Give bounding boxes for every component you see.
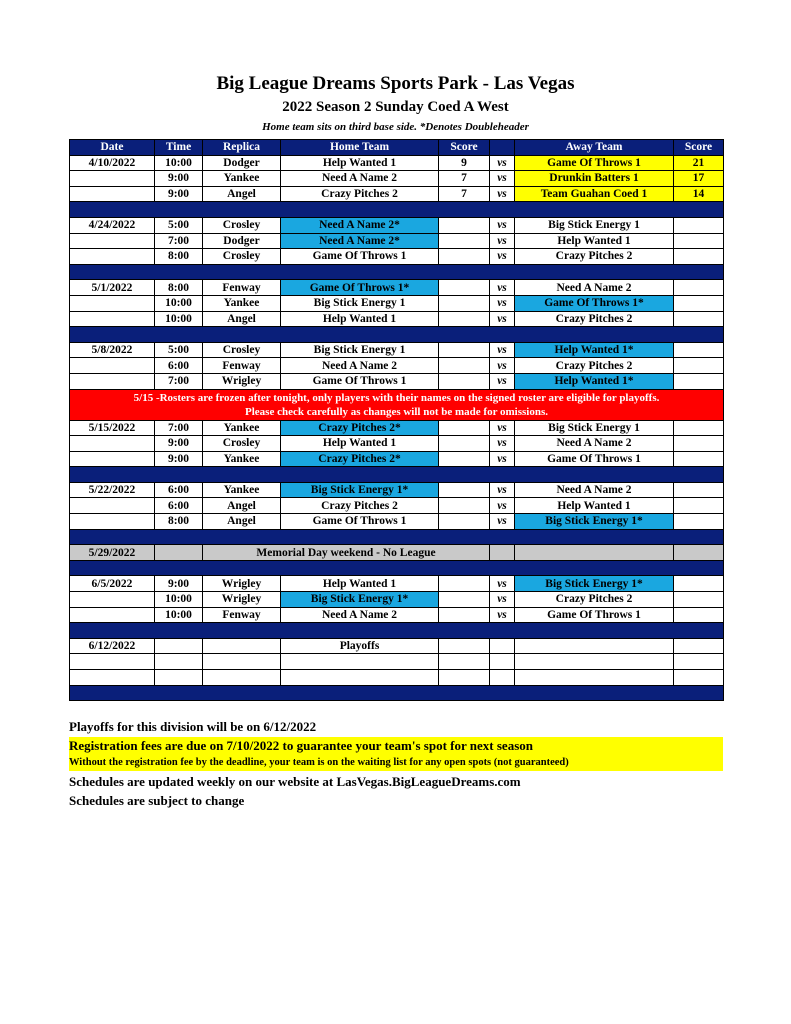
away-score-cell (674, 420, 724, 436)
home-score-cell (439, 233, 490, 249)
date-cell (70, 498, 155, 514)
away-score-cell: 21 (674, 155, 724, 171)
date-cell (70, 233, 155, 249)
time-cell: 10:00 (155, 155, 203, 171)
table-row (70, 186, 724, 202)
vs-cell: vs (490, 311, 515, 327)
date-cell: 5/22/2022 (70, 482, 155, 498)
date-cell (70, 186, 155, 202)
away-score-cell (674, 607, 724, 623)
replica-cell: Crosley (203, 217, 281, 233)
replica-cell: Wrigley (203, 576, 281, 592)
away-team-cell: Team Guahan Coed 1 (515, 186, 674, 202)
home-score-cell: 9 (439, 155, 490, 171)
home-team-cell: Crazy Pitches 2 (281, 186, 439, 202)
time-cell: 6:00 (155, 482, 203, 498)
separator-row (70, 560, 724, 576)
home-team-cell: Playoffs (281, 638, 439, 654)
vs-cell: vs (490, 514, 515, 530)
separator-row (70, 202, 724, 218)
home-score-cell: 7 (439, 186, 490, 202)
away-team-cell: Help Wanted 1 (515, 498, 674, 514)
vs-cell (490, 654, 515, 670)
col-away-score-header: Score (674, 140, 724, 156)
away-team-cell: Crazy Pitches 2 (515, 592, 674, 608)
home-score-cell (439, 514, 490, 530)
away-score-cell (674, 482, 724, 498)
away-team-cell (515, 545, 674, 561)
vs-cell: vs (490, 249, 515, 265)
replica-cell: Crosley (203, 249, 281, 265)
away-score-cell (674, 576, 724, 592)
replica-cell: Angel (203, 311, 281, 327)
table-row (70, 451, 724, 467)
home-score-cell (439, 295, 490, 311)
away-team-cell: Game Of Throws 1 (515, 451, 674, 467)
time-cell: 7:00 (155, 420, 203, 436)
away-score-cell (674, 249, 724, 265)
date-cell (70, 373, 155, 389)
home-team-cell: Help Wanted 1 (281, 155, 439, 171)
table-row (70, 592, 724, 608)
away-team-cell: Crazy Pitches 2 (515, 358, 674, 374)
away-score-cell (674, 311, 724, 327)
replica-cell (203, 638, 281, 654)
date-cell (70, 514, 155, 530)
away-team-cell (515, 638, 674, 654)
separator-row (70, 685, 724, 701)
replica-cell: Angel (203, 186, 281, 202)
time-cell: 9:00 (155, 451, 203, 467)
vs-cell: vs (490, 155, 515, 171)
vs-cell: vs (490, 451, 515, 467)
table-row (70, 654, 724, 670)
table-row (70, 607, 724, 623)
table-row (70, 638, 724, 654)
away-score-cell (674, 498, 724, 514)
date-cell (70, 607, 155, 623)
replica-cell: Wrigley (203, 373, 281, 389)
time-cell (155, 670, 203, 686)
time-cell: 8:00 (155, 249, 203, 265)
home-team-cell: Crazy Pitches 2* (281, 451, 439, 467)
separator-cell (70, 623, 724, 639)
home-score-cell (439, 436, 490, 452)
home-team-cell: Big Stick Energy 1* (281, 482, 439, 498)
website-note: Schedules are updated weekly on our website at LasVegas.BigLeagueDreams.com (69, 774, 521, 789)
table-row (70, 171, 724, 187)
table-row (70, 373, 724, 389)
vs-cell: vs (490, 498, 515, 514)
home-team-cell: Game Of Throws 1 (281, 373, 439, 389)
date-cell: 5/8/2022 (70, 342, 155, 358)
away-score-cell (674, 233, 724, 249)
separator-cell (70, 560, 724, 576)
registration-deadline: Registration fees are due on 7/10/2022 to guarantee your team's spot for next season (69, 738, 533, 753)
date-cell (70, 451, 155, 467)
home-team-cell (281, 654, 439, 670)
home-score-cell (439, 451, 490, 467)
roster-freeze-notice-row (70, 389, 724, 420)
table-row (70, 311, 724, 327)
separator-row (70, 623, 724, 639)
time-cell: 6:00 (155, 498, 203, 514)
vs-cell: vs (490, 342, 515, 358)
replica-cell: Fenway (203, 358, 281, 374)
away-score-cell (674, 638, 724, 654)
separator-cell (70, 264, 724, 280)
home-score-cell (439, 592, 490, 608)
date-cell (70, 311, 155, 327)
home-team-cell: Game Of Throws 1* (281, 280, 439, 296)
away-score-cell: 17 (674, 171, 724, 187)
date-cell (70, 436, 155, 452)
vs-cell (490, 545, 515, 561)
col-vs-header (490, 140, 515, 156)
date-cell: 5/15/2022 (70, 420, 155, 436)
table-row (70, 420, 724, 436)
vs-cell: vs (490, 233, 515, 249)
away-team-cell: Game Of Throws 1* (515, 295, 674, 311)
vs-cell: vs (490, 217, 515, 233)
home-team-cell: Need A Name 2 (281, 607, 439, 623)
home-score-cell (439, 311, 490, 327)
replica-cell: Angel (203, 514, 281, 530)
registration-notice (69, 737, 723, 771)
away-team-cell: Big Stick Energy 1 (515, 217, 674, 233)
home-team-cell: Crazy Pitches 2* (281, 420, 439, 436)
home-team-cell (281, 670, 439, 686)
away-team-cell (515, 670, 674, 686)
home-score-cell (439, 358, 490, 374)
replica-cell: Dodger (203, 155, 281, 171)
time-cell: 7:00 (155, 373, 203, 389)
vs-cell: vs (490, 607, 515, 623)
replica-cell: Yankee (203, 482, 281, 498)
home-score-cell (439, 654, 490, 670)
home-team-cell: Game Of Throws 1 (281, 249, 439, 265)
table-header-row (70, 140, 724, 156)
date-cell (70, 249, 155, 265)
col-away-team-header: Away Team (515, 140, 674, 156)
date-cell (70, 592, 155, 608)
away-team-cell: Game Of Throws 1 (515, 607, 674, 623)
away-team-cell: Need A Name 2 (515, 280, 674, 296)
home-team-cell: Need A Name 2 (281, 358, 439, 374)
replica-cell: Fenway (203, 607, 281, 623)
time-cell: 8:00 (155, 514, 203, 530)
page-title: Big League Dreams Sports Park - Las Vegas (216, 73, 575, 94)
vs-cell: vs (490, 295, 515, 311)
header-note: Home team sits on third base side. *Denotes Doubleheader (262, 121, 529, 133)
replica-cell: Crosley (203, 436, 281, 452)
change-note: Schedules are subject to change (69, 793, 245, 808)
home-team-cell: Need A Name 2* (281, 233, 439, 249)
home-score-cell (439, 280, 490, 296)
replica-cell: Fenway (203, 280, 281, 296)
time-cell: 9:00 (155, 576, 203, 592)
home-score-cell (439, 373, 490, 389)
time-cell: 8:00 (155, 280, 203, 296)
home-team-cell: Crazy Pitches 2 (281, 498, 439, 514)
date-cell: 4/24/2022 (70, 217, 155, 233)
date-cell (70, 654, 155, 670)
away-score-cell (674, 280, 724, 296)
date-cell: 6/5/2022 (70, 576, 155, 592)
away-score-cell (674, 342, 724, 358)
vs-cell: vs (490, 280, 515, 296)
vs-cell: vs (490, 436, 515, 452)
away-team-cell: Need A Name 2 (515, 436, 674, 452)
no-league-row (70, 545, 724, 561)
away-score-cell (674, 436, 724, 452)
table-row (70, 217, 724, 233)
date-cell: 5/1/2022 (70, 280, 155, 296)
table-row (70, 514, 724, 530)
home-team-cell: Need A Name 2* (281, 217, 439, 233)
away-team-cell: Help Wanted 1* (515, 342, 674, 358)
home-team-cell: Big Stick Energy 1 (281, 295, 439, 311)
replica-cell: Yankee (203, 295, 281, 311)
time-cell: 9:00 (155, 171, 203, 187)
col-time-header: Time (155, 140, 203, 156)
replica-cell: Dodger (203, 233, 281, 249)
separator-row (70, 264, 724, 280)
away-score-cell: 14 (674, 186, 724, 202)
date-cell (70, 670, 155, 686)
replica-cell: Yankee (203, 171, 281, 187)
home-score-cell (439, 607, 490, 623)
vs-cell: vs (490, 576, 515, 592)
col-date-header: Date (70, 140, 155, 156)
away-team-cell: Big Stick Energy 1 (515, 420, 674, 436)
table-row (70, 280, 724, 296)
table-row (70, 670, 724, 686)
time-cell (155, 654, 203, 670)
home-score-cell (439, 498, 490, 514)
date-cell: 6/12/2022 (70, 638, 155, 654)
vs-cell: vs (490, 592, 515, 608)
schedule-body (70, 155, 724, 701)
home-team-cell: Big Stick Energy 1 (281, 342, 439, 358)
table-row (70, 233, 724, 249)
away-team-cell: Drunkin Batters 1 (515, 171, 674, 187)
away-score-cell (674, 654, 724, 670)
table-row (70, 436, 724, 452)
time-cell: 5:00 (155, 342, 203, 358)
away-team-cell: Big Stick Energy 1* (515, 576, 674, 592)
away-team-cell: Game Of Throws 1 (515, 155, 674, 171)
home-score-cell (439, 576, 490, 592)
away-team-cell: Help Wanted 1 (515, 233, 674, 249)
replica-cell: Yankee (203, 451, 281, 467)
time-cell: 7:00 (155, 233, 203, 249)
separator-row (70, 529, 724, 545)
table-row (70, 155, 724, 171)
time-cell: 10:00 (155, 607, 203, 623)
date-cell (70, 171, 155, 187)
table-row (70, 358, 724, 374)
away-team-cell: Big Stick Energy 1* (515, 514, 674, 530)
time-cell: 5:00 (155, 217, 203, 233)
away-team-cell: Help Wanted 1* (515, 373, 674, 389)
vs-cell (490, 670, 515, 686)
table-row (70, 249, 724, 265)
page-subtitle: 2022 Season 2 Sunday Coed A West (282, 99, 509, 115)
playoffs-note: Playoffs for this division will be on 6/12/2022 (69, 719, 317, 734)
replica-cell: Yankee (203, 420, 281, 436)
table-row (70, 498, 724, 514)
away-score-cell (674, 217, 724, 233)
away-score-cell (674, 451, 724, 467)
no-league-message: Memorial Day weekend - No League (203, 545, 490, 561)
date-cell: 4/10/2022 (70, 155, 155, 171)
col-replica-header: Replica (203, 140, 281, 156)
away-team-cell: Crazy Pitches 2 (515, 249, 674, 265)
home-score-cell (439, 217, 490, 233)
home-team-cell: Help Wanted 1 (281, 436, 439, 452)
col-home-score-header: Score (439, 140, 490, 156)
table-row (70, 576, 724, 592)
replica-cell: Wrigley (203, 592, 281, 608)
replica-cell: Crosley (203, 342, 281, 358)
replica-cell: Angel (203, 498, 281, 514)
replica-cell (203, 654, 281, 670)
time-cell (155, 638, 203, 654)
away-score-cell (674, 373, 724, 389)
time-cell: 9:00 (155, 186, 203, 202)
vs-cell: vs (490, 373, 515, 389)
date-cell (70, 358, 155, 374)
vs-cell: vs (490, 171, 515, 187)
vs-cell: vs (490, 186, 515, 202)
away-score-cell (674, 295, 724, 311)
home-team-cell: Help Wanted 1 (281, 311, 439, 327)
home-score-cell (439, 342, 490, 358)
away-team-cell: Crazy Pitches 2 (515, 311, 674, 327)
schedule-table (69, 139, 724, 701)
away-team-cell (515, 654, 674, 670)
separator-cell (70, 529, 724, 545)
separator-cell (70, 202, 724, 218)
table-row (70, 342, 724, 358)
home-score-cell: 7 (439, 171, 490, 187)
time-cell: 6:00 (155, 358, 203, 374)
roster-freeze-line-2: Please check carefully as changes will not be made for omissions. (245, 405, 548, 418)
home-score-cell (439, 482, 490, 498)
separator-cell (70, 327, 724, 343)
vs-cell: vs (490, 420, 515, 436)
away-team-cell: Need A Name 2 (515, 482, 674, 498)
roster-freeze-line-1: 5/15 -Rosters are frozen after tonight, only players with their names on the signed roster are eligible for playoffs. (133, 391, 660, 404)
separator-row (70, 327, 724, 343)
replica-cell (203, 670, 281, 686)
home-team-cell: Big Stick Energy 1* (281, 592, 439, 608)
date-cell: 5/29/2022 (70, 545, 155, 561)
roster-freeze-notice (70, 389, 724, 420)
separator-row (70, 467, 724, 483)
home-team-cell: Game Of Throws 1 (281, 514, 439, 530)
time-cell: 10:00 (155, 592, 203, 608)
home-team-cell: Need A Name 2 (281, 171, 439, 187)
time-cell: 10:00 (155, 311, 203, 327)
away-score-cell (674, 545, 724, 561)
vs-cell: vs (490, 482, 515, 498)
home-team-cell: Help Wanted 1 (281, 576, 439, 592)
away-score-cell (674, 358, 724, 374)
vs-cell (490, 638, 515, 654)
time-cell (155, 545, 203, 561)
away-score-cell (674, 592, 724, 608)
table-row (70, 482, 724, 498)
col-home-team-header: Home Team (281, 140, 439, 156)
home-score-cell (439, 670, 490, 686)
home-score-cell (439, 638, 490, 654)
waitlist-note: Without the registration fee by the deadline, your team is on the waiting list for any open spots (not guaranteed) (69, 757, 569, 768)
date-cell (70, 295, 155, 311)
separator-cell (70, 467, 724, 483)
table-row (70, 295, 724, 311)
separator-cell (70, 685, 724, 701)
away-score-cell (674, 670, 724, 686)
home-score-cell (439, 420, 490, 436)
time-cell: 10:00 (155, 295, 203, 311)
vs-cell: vs (490, 358, 515, 374)
home-score-cell (439, 249, 490, 265)
time-cell: 9:00 (155, 436, 203, 452)
away-score-cell (674, 514, 724, 530)
